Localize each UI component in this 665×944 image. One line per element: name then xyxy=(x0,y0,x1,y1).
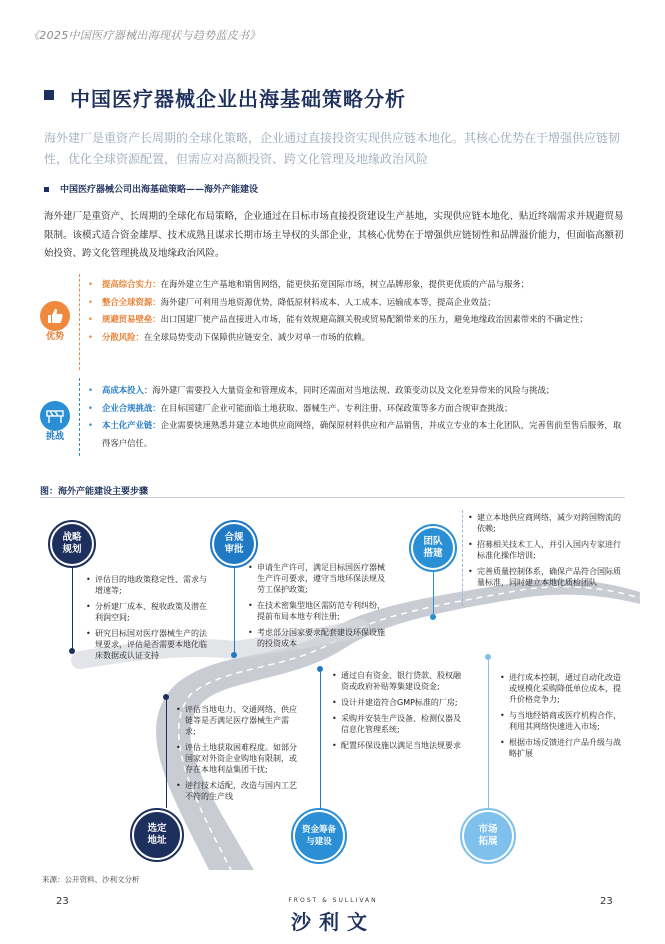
step-pin-s1 xyxy=(72,568,73,650)
step-list-s3 xyxy=(248,562,386,654)
challenges-label: 挑战 xyxy=(45,432,64,442)
advantage-item: • 提高综合实力：在海外建立生产基地和销售网络，能更快拓宽国际市场，树立品牌形象，提供更优质的产品与服务； xyxy=(88,276,628,294)
advantages-label: 优势 xyxy=(45,332,64,342)
step-item: • 评估土地获取困难程度。如部分国家对外资企业购地有限制，或存在本地利益集团干扰; xyxy=(176,742,298,775)
step-item: • 分析建厂成本、税收政策及潜在利润空间; xyxy=(86,601,214,623)
step-item: • 根据市场反馈进行产品升级与战略扩展 xyxy=(500,737,626,759)
step-item: • 评估目的地政策稳定性、需求与增速等; xyxy=(86,574,214,596)
step-divider-s5 xyxy=(462,510,463,606)
step-item: • 考虑部分国家要求配套建设环保设施的投资成本 xyxy=(248,627,386,649)
step-item: • 设计并建造符合GMP标准的厂房; xyxy=(332,697,466,708)
step-circle-s6 xyxy=(464,812,512,860)
report-title: 《2025中国医疗器械出海现状与趋势蓝皮书》 xyxy=(28,29,261,42)
source-note: 来源：公开资料、沙利文分析 xyxy=(42,875,140,884)
subsection-intro: 海外建厂是重资产、长周期的全球化布局策略，企业通过在目标市场直接投资建设生产基地，实现供应链本地化、贴近终端需求并规避贸易限制。该模式适合资金雄厚、技术成熟且谋求长期市场主导权的头部企业，其核心优势在于增强供应链韧性和品牌溢价能力，但面临高额初始投资、跨文化管理挑战及地缘政治风险。 xyxy=(44,211,624,259)
step-list-s2 xyxy=(176,704,298,807)
challenge-item: • 企业合规挑战：在目标国建厂企业可能面临土地获取、器械生产、专利注册、环保政策等多方面合规审查挑战； xyxy=(88,400,628,418)
thumbs-up-icon xyxy=(40,301,70,331)
step-item: • 进行成本控制，通过自动化改造或规模化采购降低单位成本，提升价格竞争力; xyxy=(500,672,626,705)
step-label: 战略 规划 xyxy=(62,532,82,555)
step-dot-s1 xyxy=(69,648,75,654)
step-item: • 招募相关技术工人，并引入国内专家进行标准化操作培训; xyxy=(468,539,628,561)
advantage-item: • 规避贸易壁垒：出口国建厂使产品直接进入市场，能有效规避高额关税或贸易配额带来的压力，避免地缘政治因素带来的不确定性； xyxy=(88,311,628,329)
step-label: 资金筹备 与建设 xyxy=(301,825,336,847)
step-label: 团队 搭建 xyxy=(423,536,443,559)
step-label: 合规 审批 xyxy=(224,532,244,555)
step-item: • 进行技术适配，改造与国内工艺不符的生产线 xyxy=(176,780,298,802)
step-item: • 采购并安装生产设备、检测仪器及信息化管理系统; xyxy=(332,713,466,735)
step-item: • 建立本地供应商网络，减少对跨国物流的依赖; xyxy=(468,512,628,534)
step-item: • 配置环保设施以满足当地法规要求 xyxy=(332,740,466,751)
subsection-title: 中国医疗器械公司出海基础策略——海外产能建设 xyxy=(60,185,259,195)
step-list-s5 xyxy=(468,512,628,593)
step-item: • 与当地经销商或医疗机构合作，利用其网络快速进入市场; xyxy=(500,710,626,732)
advantage-item: • 整合全球资源：海外建厂可利用当地资源优势，降低原材料成本、人工成本、运输成本等，提高企业效益； xyxy=(88,294,628,312)
advantages-badge xyxy=(40,301,70,331)
page-number-left: 23 xyxy=(56,896,69,907)
figure-rule xyxy=(40,497,625,498)
step-circle-s2 xyxy=(134,812,180,858)
figure-title: 图：海外产能建设主要步骤 xyxy=(40,487,149,497)
challenge-item: • 高成本投入：海外建厂需要投入大量资金和管理成本，同时还需面对当地法规、政策变动以及文化差异带来的风险与挑战； xyxy=(88,382,628,400)
step-item: • 研究目标国对医疗器械生产的法规要求，评估是否需要本地化临床数据或认证支持 xyxy=(86,628,214,661)
challenges-badge xyxy=(40,401,70,431)
step-pin-s2 xyxy=(166,700,167,808)
step-item: • 完善质量控制体系，确保产品符合国际质量标准，同时建立本地化质检团队 xyxy=(468,566,628,588)
step-pin-s4 xyxy=(320,672,321,810)
step-label: 市场 拓展 xyxy=(478,824,498,847)
section-title: 中国医疗器械企业出海基础策略分析 xyxy=(70,87,406,111)
advantages-divider xyxy=(79,274,80,370)
section-summary: 海外建厂是重资产长周期的全球化策略，企业通过直接投资实现供应链本地化。其核心优势在于增强供应链韧性，优化全球资源配置，但需应对高额投资、跨文化管理及地缘政治风险 xyxy=(44,131,621,166)
step-circle-s1 xyxy=(52,524,92,564)
advantage-item: • 分散风险：在全球局势变动下保障供应链安全、减少对单一市场的依赖。 xyxy=(88,329,628,347)
challenge-item: • 本土化产业链：企业需要快速熟悉并建立本地供应商网络，确保原材料供应和产品销售，并成立专业的本土化团队，完善售前至售后服务，取得客户信任。 xyxy=(88,417,628,452)
step-list-s6 xyxy=(500,672,626,764)
step-item: • 在技术密集型地区需防范专利纠纷，提前布局本地专利注册; xyxy=(248,600,386,622)
step-dot-s5 xyxy=(430,614,436,620)
page-number-right: 23 xyxy=(600,896,613,907)
challenges-divider xyxy=(79,378,80,456)
step-item: • 通过自有资金、银行贷款、股权融资或政府补贴筹集建设资金; xyxy=(332,670,466,692)
step-circle-s5 xyxy=(413,528,453,568)
step-list-s4 xyxy=(332,670,466,756)
step-list-s1 xyxy=(86,574,214,666)
step-pin-s5 xyxy=(433,572,434,616)
step-dot-s3 xyxy=(231,652,237,658)
logo-chinese: 沙利文 xyxy=(291,910,375,934)
logo-english: FROST & SULLIVAN xyxy=(288,897,378,904)
section-marker xyxy=(44,90,54,100)
barrier-icon xyxy=(40,401,70,431)
step-circle-s3 xyxy=(214,524,254,564)
step-circle-s4 xyxy=(295,812,343,860)
step-pin-s6 xyxy=(488,660,489,810)
step-pin-s3 xyxy=(234,568,235,654)
step-label: 选定 地址 xyxy=(147,823,167,846)
advantages-list xyxy=(88,276,628,346)
subsection-marker xyxy=(44,187,49,192)
step-item: • 申请生产许可，满足目标国医疗器械生产许可要求，遵守当地环保法规及劳工保护政策; xyxy=(248,562,386,595)
step-item: • 评估当地电力、交通网络、供应链等是否满足医疗器械生产需求; xyxy=(176,704,298,737)
challenges-list xyxy=(88,382,628,452)
